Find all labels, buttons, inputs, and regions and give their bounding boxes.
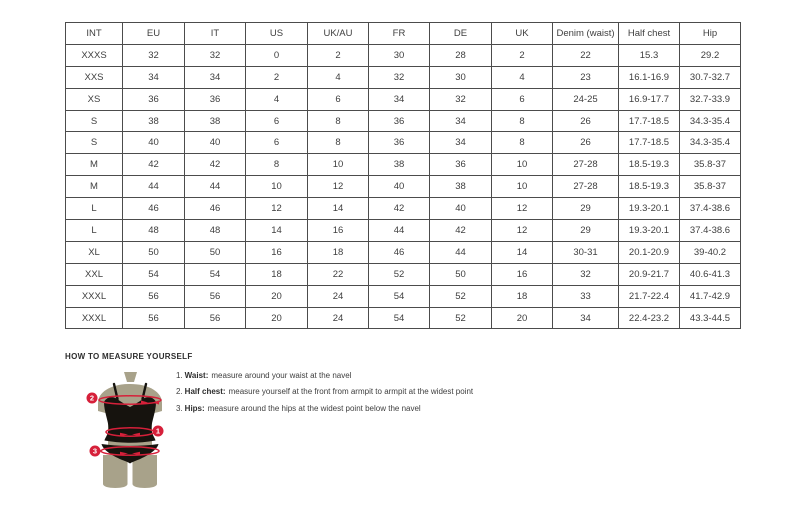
- size-value-cell: 42: [185, 154, 246, 176]
- size-value-cell: 28: [430, 44, 492, 66]
- size-value-cell: 30: [430, 66, 492, 88]
- size-value-cell: 30.7-32.7: [680, 66, 741, 88]
- size-value-cell: 29: [553, 198, 619, 220]
- instruction-text: measure around your waist at the navel: [211, 371, 352, 380]
- size-value-cell: 20: [492, 307, 553, 329]
- size-value-cell: 38: [123, 110, 185, 132]
- size-value-cell: 20.1-20.9: [619, 241, 680, 263]
- size-label-cell: M: [66, 176, 123, 198]
- size-value-cell: 38: [185, 110, 246, 132]
- instruction-number: 1.: [176, 371, 183, 380]
- size-value-cell: 34: [430, 132, 492, 154]
- measure-section-heading: HOW TO MEASURE YOURSELF: [65, 352, 193, 361]
- size-value-cell: 43.3-44.5: [680, 307, 741, 329]
- table-row: [66, 198, 741, 220]
- mannequin-neck: [124, 372, 137, 382]
- size-value-cell: 34.3-35.4: [680, 110, 741, 132]
- column-header: UK/AU: [308, 23, 369, 45]
- size-value-cell: 46: [123, 198, 185, 220]
- size-value-cell: 54: [369, 307, 430, 329]
- size-value-cell: 54: [185, 263, 246, 285]
- instruction-text: measure yourself at the front from armpit to armpit at the widest point: [228, 387, 474, 397]
- size-value-cell: 41.7-42.9: [680, 285, 741, 307]
- size-value-cell: 16: [246, 241, 308, 263]
- size-value-cell: 18.5-19.3: [619, 154, 680, 176]
- size-value-cell: 0: [246, 44, 308, 66]
- size-value-cell: 34: [369, 88, 430, 110]
- size-label-cell: XXXL: [66, 285, 123, 307]
- size-value-cell: 18: [492, 285, 553, 307]
- size-value-cell: 24-25: [553, 88, 619, 110]
- size-value-cell: 48: [185, 220, 246, 242]
- size-value-cell: 38: [430, 176, 492, 198]
- size-value-cell: 32: [123, 44, 185, 66]
- table-row: [66, 110, 741, 132]
- table-row: [66, 44, 741, 66]
- size-value-cell: 22.4-23.2: [619, 307, 680, 329]
- size-value-cell: 16: [492, 263, 553, 285]
- size-value-cell: 39-40.2: [680, 241, 741, 263]
- instruction-text: measure around the hips at the widest point below the navel: [207, 403, 421, 413]
- size-value-cell: 56: [185, 285, 246, 307]
- size-value-cell: 36: [369, 132, 430, 154]
- size-value-cell: 17.7-18.5: [619, 132, 680, 154]
- size-value-cell: 23: [553, 66, 619, 88]
- instruction-item: [176, 384, 473, 400]
- size-value-cell: 50: [430, 263, 492, 285]
- size-value-cell: 42: [123, 154, 185, 176]
- size-value-cell: 8: [492, 110, 553, 132]
- instruction-list: [176, 368, 473, 417]
- size-value-cell: 26: [553, 110, 619, 132]
- size-value-cell: 2: [308, 44, 369, 66]
- size-value-cell: 8: [308, 132, 369, 154]
- size-value-cell: 40.6-41.3: [680, 263, 741, 285]
- column-header: EU: [123, 23, 185, 45]
- instruction-number: 2.: [176, 387, 183, 397]
- mannequin-measurement-figure: [84, 371, 172, 489]
- size-label-cell: XXXS: [66, 44, 123, 66]
- size-label-cell: M: [66, 154, 123, 176]
- size-value-cell: 4: [246, 88, 308, 110]
- size-value-cell: 37.4-38.6: [680, 198, 741, 220]
- size-value-cell: 22: [553, 44, 619, 66]
- table-row: [66, 263, 741, 285]
- column-header: DE: [430, 23, 492, 45]
- size-value-cell: 35.8-37: [680, 154, 741, 176]
- column-header: Denim (waist): [553, 23, 619, 45]
- size-label-cell: XS: [66, 88, 123, 110]
- size-label-cell: XXXL: [66, 307, 123, 329]
- instruction-label: Hips:: [184, 403, 205, 413]
- size-value-cell: 30: [369, 44, 430, 66]
- size-value-cell: 12: [492, 198, 553, 220]
- size-value-cell: 24: [308, 285, 369, 307]
- size-value-cell: 52: [430, 307, 492, 329]
- size-label-cell: L: [66, 220, 123, 242]
- size-value-cell: 44: [185, 176, 246, 198]
- size-value-cell: 29.2: [680, 44, 741, 66]
- size-value-cell: 29: [553, 220, 619, 242]
- size-value-cell: 18: [246, 263, 308, 285]
- size-value-cell: 18: [308, 241, 369, 263]
- column-header: INT: [66, 23, 123, 45]
- size-value-cell: 34.3-35.4: [680, 132, 741, 154]
- size-value-cell: 4: [308, 66, 369, 88]
- table-row: [66, 241, 741, 263]
- size-value-cell: 10: [492, 154, 553, 176]
- size-value-cell: 34: [553, 307, 619, 329]
- size-value-cell: 32: [369, 66, 430, 88]
- instruction-label: Half chest:: [184, 387, 226, 397]
- size-value-cell: 20: [246, 285, 308, 307]
- size-value-cell: 40: [430, 198, 492, 220]
- size-value-cell: 40: [123, 132, 185, 154]
- size-value-cell: 6: [308, 88, 369, 110]
- size-value-cell: 8: [308, 110, 369, 132]
- size-value-cell: 36: [185, 88, 246, 110]
- size-value-cell: 32.7-33.9: [680, 88, 741, 110]
- table-row: [66, 154, 741, 176]
- size-value-cell: 24: [308, 307, 369, 329]
- size-value-cell: 32: [553, 263, 619, 285]
- column-header: US: [246, 23, 308, 45]
- size-value-cell: 52: [430, 285, 492, 307]
- size-value-cell: 52: [369, 263, 430, 285]
- size-value-cell: 46: [185, 198, 246, 220]
- size-value-cell: 8: [492, 132, 553, 154]
- size-value-cell: 33: [553, 285, 619, 307]
- size-value-cell: 50: [123, 241, 185, 263]
- size-value-cell: 4: [492, 66, 553, 88]
- size-value-cell: 19.3-20.1: [619, 220, 680, 242]
- size-value-cell: 42: [430, 220, 492, 242]
- size-value-cell: 10: [492, 176, 553, 198]
- hips-badge-number: 3: [92, 446, 98, 456]
- size-value-cell: 36: [123, 88, 185, 110]
- instruction-item: [176, 401, 473, 417]
- half-chest-badge-number: 2: [89, 393, 95, 403]
- size-value-cell: 37.4-38.6: [680, 220, 741, 242]
- size-label-cell: XXL: [66, 263, 123, 285]
- size-value-cell: 14: [492, 241, 553, 263]
- size-value-cell: 26: [553, 132, 619, 154]
- size-value-cell: 54: [369, 285, 430, 307]
- header-row: [66, 23, 741, 45]
- size-value-cell: 2: [492, 44, 553, 66]
- size-value-cell: 56: [185, 307, 246, 329]
- size-value-cell: 34: [123, 66, 185, 88]
- instruction-number: 3.: [176, 403, 183, 413]
- table-row: [66, 132, 741, 154]
- size-value-cell: 56: [123, 285, 185, 307]
- instruction-label: Waist:: [184, 371, 209, 380]
- size-label-cell: L: [66, 198, 123, 220]
- size-value-cell: 34: [430, 110, 492, 132]
- size-value-cell: 40: [185, 132, 246, 154]
- size-value-cell: 56: [123, 307, 185, 329]
- size-value-cell: 14: [246, 220, 308, 242]
- instruction-item: [176, 368, 473, 384]
- size-value-cell: 42: [369, 198, 430, 220]
- size-value-cell: 16.9-17.7: [619, 88, 680, 110]
- size-value-cell: 16.1-16.9: [619, 66, 680, 88]
- size-value-cell: 21.7-22.4: [619, 285, 680, 307]
- size-value-cell: 20.9-21.7: [619, 263, 680, 285]
- size-value-cell: 27-28: [553, 154, 619, 176]
- waist-badge-number: 1: [155, 426, 161, 436]
- table-body: [66, 44, 741, 329]
- size-value-cell: 32: [185, 44, 246, 66]
- size-value-cell: 12: [308, 176, 369, 198]
- size-value-cell: 17.7-18.5: [619, 110, 680, 132]
- table-row: [66, 66, 741, 88]
- column-header: Hip: [680, 23, 741, 45]
- size-value-cell: 6: [492, 88, 553, 110]
- size-value-cell: 15.3: [619, 44, 680, 66]
- size-value-cell: 10: [308, 154, 369, 176]
- table-row: [66, 88, 741, 110]
- table-row: [66, 307, 741, 329]
- size-value-cell: 34: [185, 66, 246, 88]
- size-value-cell: 46: [369, 241, 430, 263]
- size-value-cell: 18.5-19.3: [619, 176, 680, 198]
- size-value-cell: 36: [369, 110, 430, 132]
- size-conversion-table: [65, 22, 741, 329]
- size-value-cell: 6: [246, 110, 308, 132]
- size-value-cell: 22: [308, 263, 369, 285]
- size-value-cell: 8: [246, 154, 308, 176]
- table-row: [66, 285, 741, 307]
- size-value-cell: 32: [430, 88, 492, 110]
- size-value-cell: 2: [246, 66, 308, 88]
- size-value-cell: 30-31: [553, 241, 619, 263]
- size-label-cell: XL: [66, 241, 123, 263]
- column-header: IT: [185, 23, 246, 45]
- size-label-cell: S: [66, 132, 123, 154]
- size-value-cell: 54: [123, 263, 185, 285]
- size-value-cell: 6: [246, 132, 308, 154]
- size-value-cell: 20: [246, 307, 308, 329]
- size-label-cell: XXS: [66, 66, 123, 88]
- size-value-cell: 10: [246, 176, 308, 198]
- table-row: [66, 220, 741, 242]
- size-value-cell: 12: [492, 220, 553, 242]
- column-header: UK: [492, 23, 553, 45]
- size-value-cell: 44: [123, 176, 185, 198]
- size-value-cell: 27-28: [553, 176, 619, 198]
- size-value-cell: 16: [308, 220, 369, 242]
- size-value-cell: 44: [369, 220, 430, 242]
- table-row: [66, 176, 741, 198]
- size-value-cell: 14: [308, 198, 369, 220]
- column-header: FR: [369, 23, 430, 45]
- column-header: Half chest: [619, 23, 680, 45]
- size-value-cell: 50: [185, 241, 246, 263]
- size-value-cell: 35.8-37: [680, 176, 741, 198]
- size-value-cell: 36: [430, 154, 492, 176]
- size-value-cell: 40: [369, 176, 430, 198]
- size-value-cell: 44: [430, 241, 492, 263]
- size-value-cell: 19.3-20.1: [619, 198, 680, 220]
- size-value-cell: 12: [246, 198, 308, 220]
- size-value-cell: 38: [369, 154, 430, 176]
- size-label-cell: S: [66, 110, 123, 132]
- size-value-cell: 48: [123, 220, 185, 242]
